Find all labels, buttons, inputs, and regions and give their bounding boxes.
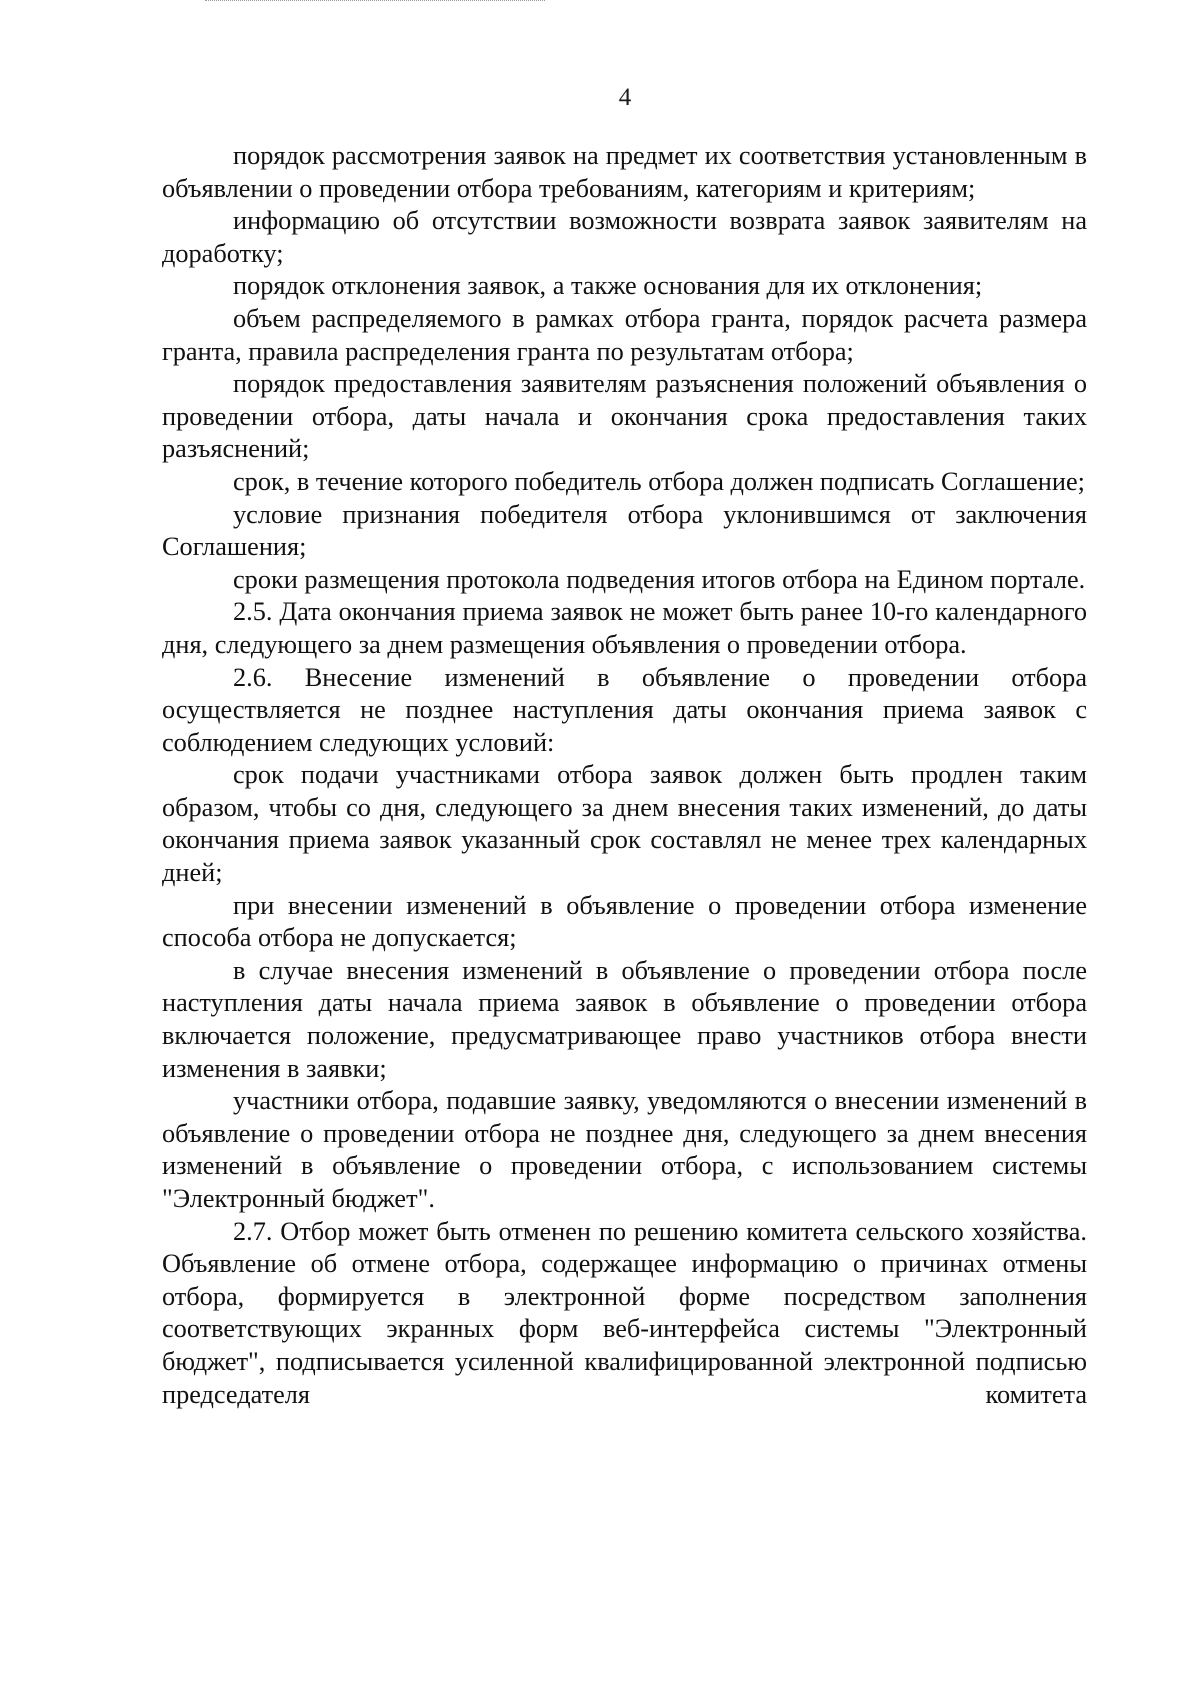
paragraph-2-5: 2.5. Дата окончания приема заявок не может быть ранее 10-го календарного дня, следующего за днем размещения объявления о проведении отбора. — [162, 597, 1087, 659]
paragraph-no-return-info: информацию об отсутствии возможности возврата заявок заявителям на доработку; — [162, 206, 1087, 268]
scan-artifact-top-edge — [205, 0, 545, 3]
paragraph-clarifications: порядок предоставления заявителям разъяснения положений объявления о проведении отбора, даты начала и окончания срока предоставления таких разъяснений; — [162, 369, 1087, 464]
paragraph-evasion-condition: условие признания победителя отбора уклонившимся от заключения Соглашения; — [162, 499, 1087, 562]
paragraph-participants-notified: участники отбора, подавшие заявку, уведомляются о внесении изменений в объявление о проведении отбора не позднее дня, следующего за днем внесения изменений в объявление о проведении отбора, с использованием системы "Электронный бюджет". — [162, 1086, 1087, 1213]
paragraph-2-6: 2.6. Внесение изменений в объявление о проведении отбора осуществляется не позднее наступления даты окончания приема заявок с соблюдением следующих условий: — [162, 662, 1087, 757]
paragraph-method-change: при внесении изменений в объявление о проведении отбора изменение способа отбора не допускается; — [162, 890, 1087, 953]
paragraph-signing-term: срок, в течение которого победитель отбора должен подписать Соглашение; — [233, 466, 1085, 496]
paragraph-2-7: 2.7. Отбор может быть отменен по решению комитета сельского хозяйства. Объявление об отмене отбора, содержащее информацию о причинах отмены отбора, формируется в электронной форме посредством заполнения соответствующих экранных форм веб-интерфейса системы "Электронный бюджет", подписывается усиленной квалифицированной электронной подписью председателя комитета — [162, 1216, 1087, 1409]
page-number: 4 — [618, 84, 632, 111]
paragraph-rejection-procedure: порядок отклонения заявок, а также основания для их отклонения; — [233, 271, 983, 301]
paragraph-term-extension: срок подачи участниками отбора заявок должен быть продлен таким образом, чтобы со дня, следующего за днем внесения таких изменений, до даты окончания приема заявок указанный срок составлял не менее трех календарных дней; — [162, 760, 1087, 888]
paragraph-application-changes: в случае внесения изменений в объявление о проведении отбора после наступления даты начала приема заявок в объявление о проведении отбора включается положение, предусматривающее право участников отбора внести изменения в заявки; — [162, 955, 1087, 1083]
paragraph-protocol-publication: сроки размещения протокола подведения итогов отбора на Едином портале. — [233, 564, 1086, 594]
paragraph-grant-volume: объем распределяемого в рамках отбора гранта, порядок расчета размера гранта, правила распределения гранта по результатам отбора; — [162, 303, 1087, 366]
paragraph-review-procedure: порядок рассмотрения заявок на предмет их соответствия установленным в объявлении о проведении отбора требованиям, категориям и критериям; — [162, 141, 1087, 203]
document-body — [162, 140, 1087, 1411]
